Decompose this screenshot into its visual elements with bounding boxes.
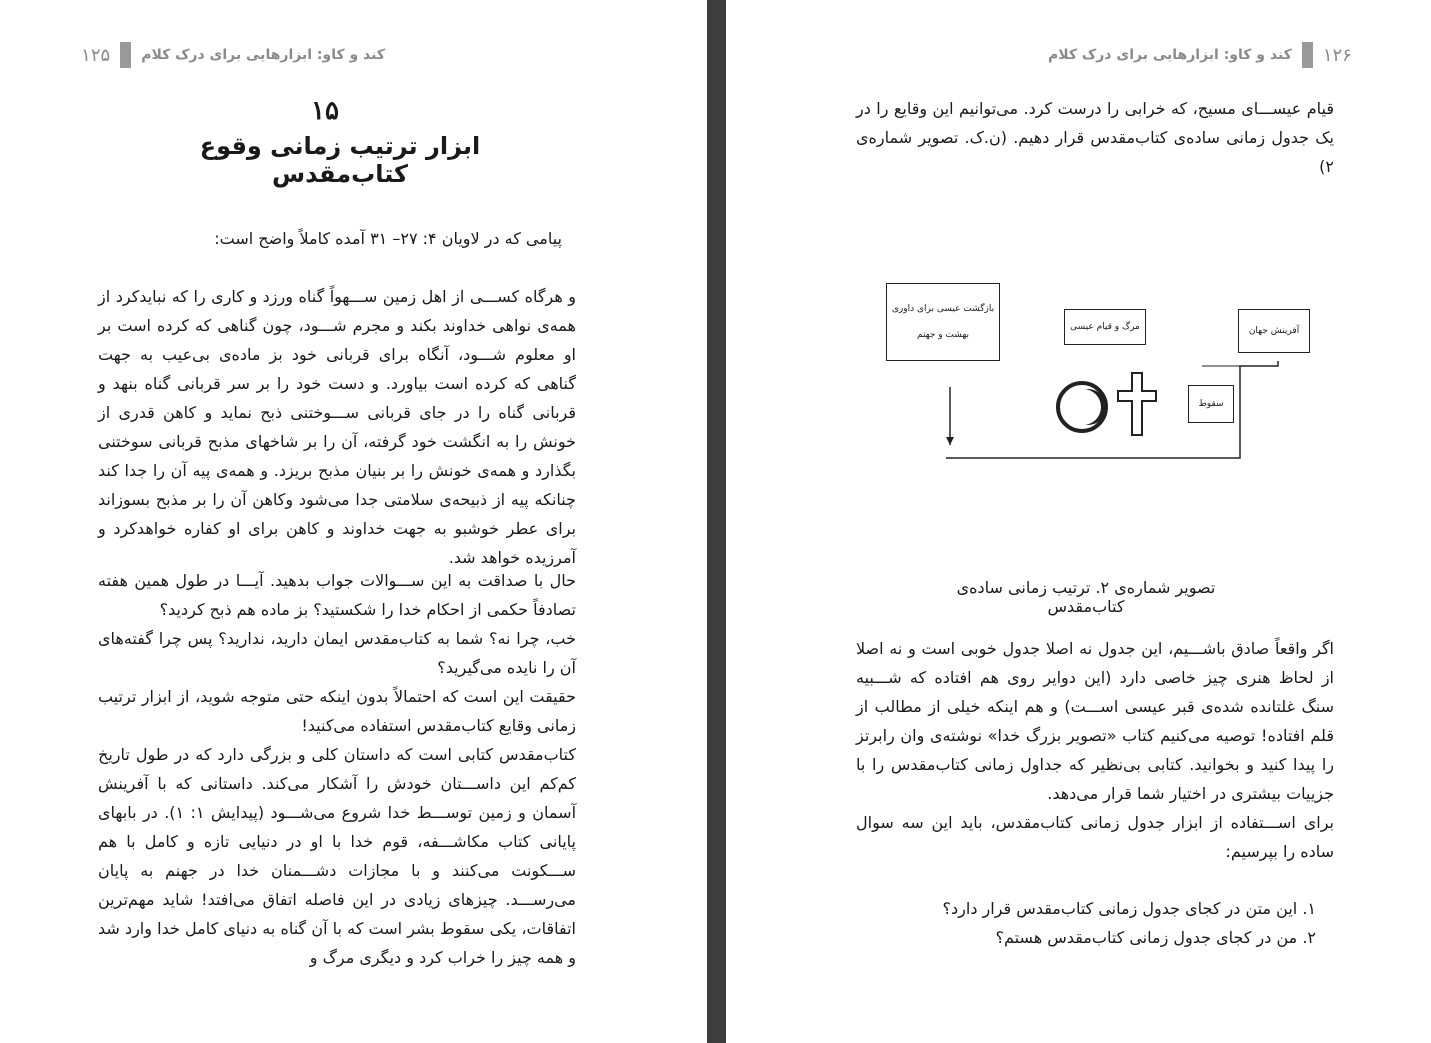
- box-death-resurrection: مرگ و قیام عیسی: [1064, 309, 1146, 345]
- box-creation: آفرینش جهان: [1238, 309, 1310, 353]
- stone-circles-icon: [1058, 383, 1106, 431]
- header-bar: [120, 42, 131, 68]
- running-title: کند و کاو: ابزارهایی برای درک کلام: [141, 47, 385, 63]
- page-number: ۱۲۶: [1322, 44, 1352, 66]
- list-item: ۱. این متن در کجای جدول زمانی کتاب‌مقدس قرار دارد؟: [942, 899, 1316, 918]
- right-page: [726, 0, 1431, 1043]
- right-page-header: [1048, 42, 1352, 68]
- timeline-diagram: [826, 275, 1300, 465]
- chapter-number: ۱۵: [311, 96, 339, 126]
- figure-caption: تصویر شماره‌ی ۲. ترتیب زمانی ساده‌ی کتاب‌مقدس: [956, 578, 1216, 616]
- page-number: ۱۲۵: [81, 44, 111, 66]
- paragraph: اگر واقعاً صادق باشـــیم، این جدول نه اصلا جدول خوبی است و نه اصلا از لحاظ هنری چیز خاصی دارد (این دوایر روی هم افتاده که شـــبیه سنگ غلتانده شده‌ی قبر عیسی اســـت) و هم اینکه خیلی از مطالب از قلم افتاده! توصیه می‌کنیم کتاب «تصویر بزرگ خدا» نوشته‌ی وان رابرتز را پیدا کنید و بخوانید. کتابی بی‌نظیر که جداول زمانی کتاب‌مقدس را با جزییات بیشتری در اختیار شما قرار می‌دهد.: [856, 639, 1334, 803]
- paragraph: برای اســـتفاده از ابزار جدول زمانی کتاب‌مقدس، باید این سه سوال ساده را بپرسیم:: [856, 813, 1334, 861]
- left-page-header: [81, 42, 385, 68]
- cross-icon: [1118, 373, 1156, 435]
- running-title: کند و کاو: ابزارهایی برای درک کلام: [1048, 47, 1292, 63]
- paragraph: حال با صداقت به این ســـوالات جواب بدهید. آیـــا در طول همین هفته تصادفاً حکمی از احکام خدا را شکستید؟ بز ماده هم ذبح کردید؟: [98, 571, 576, 619]
- paragraph: حقیقت این است که احتمالاً بدون اینکه حتی متوجه شوید، از ابزار ترتیب زمانی وقایع کتاب‌مقدس استفاده می‌کنید!: [98, 687, 576, 735]
- chapter-title: ابزار ترتیب زمانی وقوع کتاب‌مقدس: [199, 132, 481, 188]
- body-text: [98, 566, 576, 972]
- top-paragraph: قیام عیســـای مسیح، که خرابی را درست کرد. می‌توانیم این وقایع را در یک جدول زمانی ساده‌ی کتاب‌مقدس قرار دهیم. (ن.ک. تصویر شماره‌ی ۲): [856, 99, 1334, 176]
- paragraph: کتاب‌مقدس کتابی است که داستان کلی و بزرگی دارد که در طول تاریخ کم‌کم این داســـتان خودش را آشکار می‌کند. داستانی که با آفرینش آسمان و زمین توســـط خدا شروع می‌شـــود (پیدایش ۱: ۱). در بابهای پایانی کتاب مکاشـــفه، قوم خدا با او در دنیایی تازه و کامل با هم ســـکونت می‌کنند و با مجازات دشـــمنان خدا در جهنم به پایان می‌رســـد. چیزهای زیادی در این فاصله اتفاق می‌افتد! شاید مهم‌ترین اتفاقات، یکی سقوط بشر است که با آن گناه به دنیای کامل خدا وارد شد و همه چیز را خراب کرد و دیگری مرگ و: [98, 745, 577, 967]
- box-return-judgment: بازگشت عیسی برای داوری بهشت و جهنم: [886, 283, 1000, 361]
- scripture-quote: و هرگاه کســـی از اهل زمین ســـهواً گناه ورزد و کاری را که نبایدکرد از همه‌ی نواهی خداوند بکند و مجرم شـــود، چون گناهی که کرده است بر او معلوم شـــود، آنگاه برای قربانی خود بز ماده‌ی بی‌عیب به جهت گناهی که کرده است بیاورد. و دست خود را بر سر قربانی گناه بنهد و قربانی گناه را در جای قربانی ســـوختنی ذبح نماید و کاهن قدری از خونش را به انگشت خود گرفته، آن را بر شاخهای مذبح قربانی سوختنی بگذارد و همه‌ی خونش را بر بنیان مذبح بریزد. و همه‌ی پیه آن را جدا کند چنانکه پیه از ذبیحه‌ی سلامتی جدا می‌شود وکاهن آن را بر مذبح بسوزاند برای عطر خوشبو به جهت خداوند و کاهن برای او کفاره خواهدکرد و آمرزیده خواهد شد.: [98, 287, 576, 567]
- book-spine: [707, 0, 726, 1043]
- header-bar: [1302, 42, 1313, 68]
- question-list: [856, 894, 1316, 952]
- left-page: [0, 0, 707, 1043]
- box-fall: سقوط: [1188, 385, 1234, 423]
- list-item: ۲. من در کجای جدول زمانی کتاب‌مقدس هستم؟: [995, 928, 1316, 947]
- intro-paragraph: پیامی که در لاویان ۴: ۲۷– ۳۱ آمده کاملاً واضح است:: [214, 229, 562, 248]
- body-text: [856, 634, 1334, 866]
- paragraph: خب، چرا نه؟ شما به کتاب‌مقدس ایمان دارید، ندارید؟ پس چرا گفته‌های آن را نایده می‌گیرید؟: [98, 629, 576, 677]
